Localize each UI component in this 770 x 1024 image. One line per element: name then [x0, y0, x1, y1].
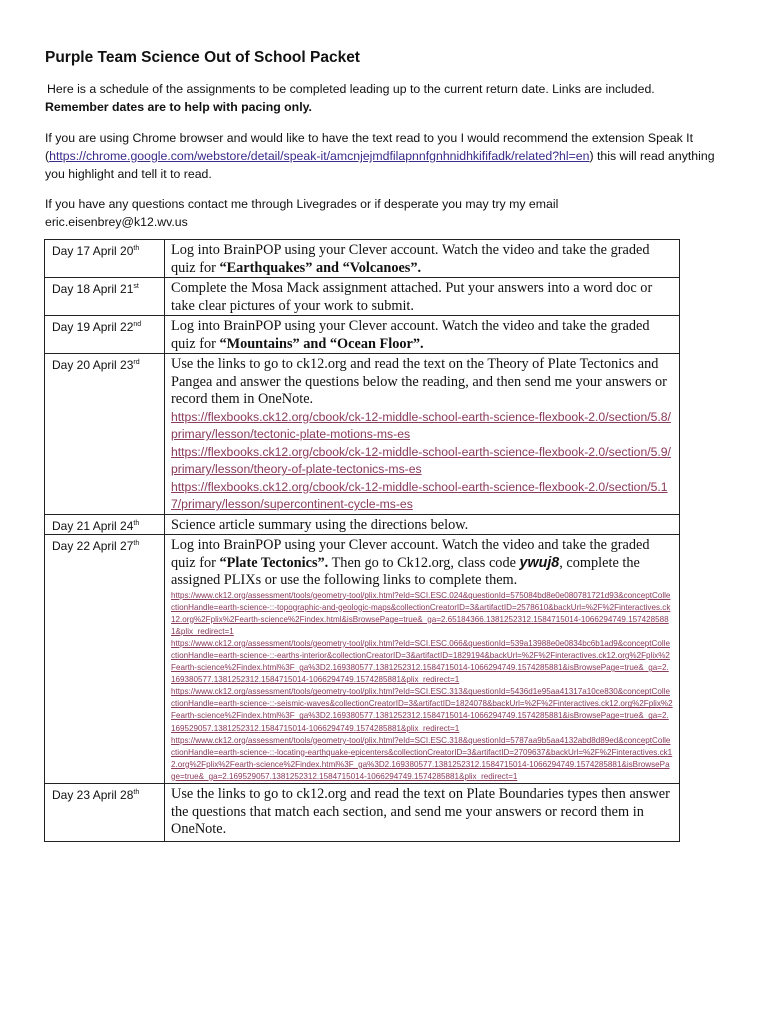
- day-cell: Day 18 April 21st: [45, 278, 165, 316]
- table-row: [45, 535, 680, 784]
- intro-schedule: [45, 80, 735, 116]
- pacing-note: Remember dates are to help with pacing only.: [45, 100, 312, 114]
- task-cell: Log into BrainPOP using your Clever account. Watch the video and take the graded quiz for “Plate Tectonics”. Then go to Ck12.org, class code ywuj8, complete the assigned PLIXs or use the following links to complete them. https://www.ck12.org/assessment/tools/geometry-tool/plix.html?eId=SCI.ESC.024&questionId=575084bd8e0e080781721d93&conceptCollectionHandle=earth-science-::-topographic-and-geologic-maps&collectionCreatorID=3&artifactID=2578610&backUrl=%2F%2Finteractives.ck12.org%2Fplix%2Fearth-science%2Findex.html&isBrowsePage=true&_ga=2.65184366.1381252312.1584715014-1066294749.1574285881&plix_redirect=1 https://www.ck12.org/assessment/tools/geometry-tool/plix.html?eId=SCI.ESC.066&questionId=539a13988e0e0834bc6b1ad9&conceptCollectionHandle=earth-science-::-earths-interior&collectionCreatorID=3&artifactID=1829194&backUrl=%2F%2Finteractives.ck12.org%2Fplix%2Fearth-science%2Findex.html%3F_ga%3D2.169380577.1381252312.1584715014-1066294749.1574285881&isBrowsePage=true&_ga=2.169380577.1381252312.1584715014-1066294749.1574285881&plix_redirect=1 https://www.ck12.org/assessment/tools/geometry-tool/plix.html?eId=SCI.ESC.313&questionId=5436d1e95aa41317a10ce830&conceptCollectionHandle=earth-science-::-seismic-waves&collectionCreatorID=3&artifactID=1824078&backUrl=%2F%2Finteractives.ck12.org%2Fplix%2Fearth-science%2Findex.html%3F_ga%3D2.169380577.1381252312.1584715014-1066294749.1574285881&isBrowsePage=true&_ga=2.169529057.1381252312.1584715014-1066294749.1574285881&plix_redirect=1 https://www.ck12.org/assessment/tools/geometry-tool/plix.html?eId=SCI.ESC.318&questionId=5787aa9b5aa4132abd8d89ed&conceptCollectionHandle=earth-science-::-locating-earthquake-epicenters&collectionCreatorID=3&artifactID=2709637&backUrl=%2F%2Finteractives.ck12.org%2Fplix%2Fearth-science%2Findex.html%3F_ga%3D2.169380577.1381252312.1584715014-1066294749.1574285881&isBrowsePage=true&_ga=2.169529057.1381252312.1584715014-1066294749.1574285881&plix_redirect=1: [165, 535, 680, 784]
- flexbook-link[interactable]: https://flexbooks.ck12.org/cbook/ck-12-middle-school-earth-science-flexbook-2.0/section/5.17/primary/lesson/supercontinent-cycle-ms-es: [171, 479, 668, 511]
- table-row: [45, 784, 680, 842]
- intro-chrome: [45, 129, 735, 183]
- schedule-table: [44, 239, 680, 842]
- task-cell: Log into BrainPOP using your Clever account. Watch the video and take the graded quiz for “Earthquakes” and “Volcanoes”.: [165, 240, 680, 278]
- day-cell: Day 17 April 20th: [45, 240, 165, 278]
- plix-link[interactable]: https://www.ck12.org/assessment/tools/geometry-tool/plix.html?eId=SCI.ESC.066&questionId=539a13988e0e0834bc6b1ad9&conceptCollectionHandle=earth-science-::-earths-interior&collectionCreatorID=3&artifactID=1829194&backUrl=%2F%2Finteractives.ck12.org%2Fplix%2Fearth-science%2Findex.html%3F_ga%3D2.169380577.1381252312.1584715014-1066294749.1574285881&isBrowsePage=true&_ga=2.169380577.1381252312.1584715014-1066294749.1574285881&plix_redirect=1: [171, 638, 670, 685]
- day-cell: Day 23 April 28th: [45, 784, 165, 842]
- flexbook-link[interactable]: https://flexbooks.ck12.org/cbook/ck-12-middle-school-earth-science-flexbook-2.0/section/5.8/primary/lesson/tectonic-plate-motions-ms-es: [171, 409, 671, 441]
- task-cell: Log into BrainPOP using your Clever account. Watch the video and take the graded quiz for “Mountains” and “Ocean Floor”.: [165, 316, 680, 354]
- plix-link[interactable]: https://www.ck12.org/assessment/tools/geometry-tool/plix.html?eId=SCI.ESC.313&questionId=5436d1e95aa41317a10ce830&conceptCollectionHandle=earth-science-::-seismic-waves&collectionCreatorID=3&artifactID=1824078&backUrl=%2F%2Finteractives.ck12.org%2Fplix%2Fearth-science%2Findex.html%3F_ga%3D2.169380577.1381252312.1584715014-1066294749.1574285881&isBrowsePage=true&_ga=2.169529057.1381252312.1584715014-1066294749.1574285881&plix_redirect=1: [171, 687, 673, 733]
- speak-it-link[interactable]: https://chrome.google.com/webstore/detail/speak-it/amcnjejmdfilapnnfgnhnidhkififadk/related?hl=en: [49, 149, 590, 163]
- day-cell: Day 20 April 23rd: [45, 354, 165, 515]
- day-cell: Day 21 April 24th: [45, 514, 165, 535]
- day-cell: Day 22 April 27th: [45, 535, 165, 784]
- table-row: [45, 354, 680, 515]
- table-row: [45, 514, 680, 535]
- page-title: Purple Team Science Out of School Packet: [45, 49, 360, 66]
- task-cell: Use the links to go to ck12.org and read the text on Plate Boundaries types then answer the questions that match each section, and send me your answers or record them in OneNote.: [165, 784, 680, 842]
- flexbook-link[interactable]: https://flexbooks.ck12.org/cbook/ck-12-middle-school-earth-science-flexbook-2.0/section/5.9/primary/lesson/theory-of-plate-tectonics-ms-es: [171, 444, 671, 476]
- schedule-line: Here is a schedule of the assignments to be completed leading up to the current return date. Links are included.: [47, 82, 655, 96]
- chrome-text-post: ) this will read anything you highlight and tell it to read.: [45, 149, 715, 181]
- table-row: [45, 278, 680, 316]
- table-row: [45, 316, 680, 354]
- plix-link[interactable]: https://www.ck12.org/assessment/tools/geometry-tool/plix.html?eId=SCI.ESC.318&questionId=5787aa9b5aa4132abd8d89ed&conceptCollectionHandle=earth-science-::-locating-earthquake-epicenters&collectionCreatorID=3&artifactID=2709637&backUrl=%2F%2Finteractives.ck12.org%2Fplix%2Fearth-science%2Findex.html%3F_ga%3D2.169380577.1381252312.1584715014-1066294749.1574285881&isBrowsePage=true&_ga=2.169529057.1381252312.1584715014-1066294749.1574285881&plix_redirect=1: [171, 735, 673, 781]
- task-cell: Science article summary using the directions below.: [165, 514, 680, 535]
- chrome-text-pre: If you are using Chrome browser and would like to have the text read to you I would recommend the extension Speak It (: [45, 131, 693, 163]
- plix-link[interactable]: https://www.ck12.org/assessment/tools/geometry-tool/plix.html?eId=SCI.ESC.024&questionId=575084bd8e0e080781721d93&conceptCollectionHandle=earth-science-::-topographic-and-geologic-maps&collectionCreatorID=3&artifactID=2578610&backUrl=%2F%2Finteractives.ck12.org%2Fplix%2Fearth-science%2Findex.html&isBrowsePage=true&_ga=2.65184366.1381252312.1584715014-1066294749.1574285881&plix_redirect=1: [171, 590, 671, 636]
- day-cell: Day 19 April 22nd: [45, 316, 165, 354]
- task-cell: Complete the Mosa Mack assignment attached. Put your answers into a word doc or take clear pictures of your work to submit.: [165, 278, 680, 316]
- task-cell: Use the links to go to ck12.org and read the text on the Theory of Plate Tectonics and Pangea and answer the questions below the reading, and then send me your answers or record them in OneNote. https://flexbooks.ck12.org/cbook/ck-12-middle-school-earth-science-flexbook-2.0/section/5.8/primary/lesson/tectonic-plate-motions-ms-es https://flexbooks.ck12.org/cbook/ck-12-middle-school-earth-science-flexbook-2.0/section/5.9/primary/lesson/theory-of-plate-tectonics-ms-es https://flexbooks.ck12.org/cbook/ck-12-middle-school-earth-science-flexbook-2.0/section/5.17/primary/lesson/supercontinent-cycle-ms-es: [165, 354, 680, 515]
- contact-line: If you have any questions contact me through Livegrades or if desperate you may try my email: [45, 197, 559, 211]
- teacher-email[interactable]: eric.eisenbrey@k12.wv.us: [45, 215, 188, 229]
- table-row: [45, 240, 680, 278]
- class-code: ywuj8: [519, 554, 560, 571]
- intro-contact: [45, 195, 735, 231]
